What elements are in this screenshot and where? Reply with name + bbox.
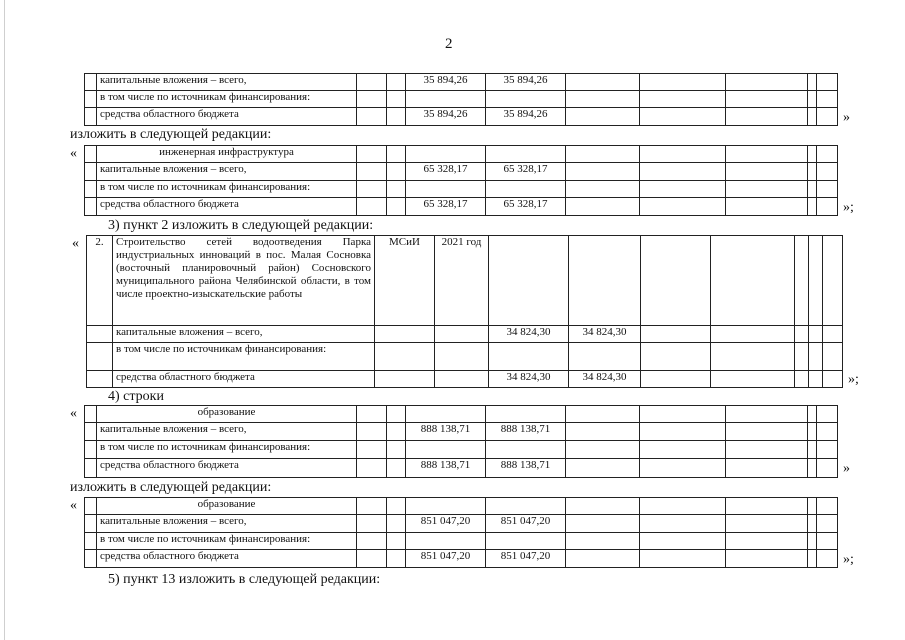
- closing-quote: »;: [843, 200, 854, 215]
- closing-quote: »: [843, 110, 850, 125]
- row-label: в том числе по источникам финансирования:: [97, 91, 357, 108]
- value-cell: 34 824,30: [569, 326, 641, 343]
- value-cell: 35 894,26: [406, 74, 486, 91]
- row-label: в том числе по источникам финансирования:: [97, 181, 357, 198]
- value-cell: 851 047,20: [406, 550, 486, 568]
- paragraph-text: изложить в следующей редакции:: [70, 480, 272, 495]
- table-row: [85, 91, 838, 108]
- table-row: [85, 198, 838, 216]
- table-row: [85, 515, 838, 533]
- value-cell: 35 894,26: [486, 74, 566, 91]
- table-sewer-construction: [86, 235, 843, 388]
- value-cell: 851 047,20: [486, 550, 566, 568]
- value-cell: 888 138,71: [406, 459, 486, 478]
- paragraph-text: 5) пункт 13 изложить в следующей редакции:: [108, 572, 381, 587]
- opening-quote: «: [70, 498, 77, 513]
- table-row: [87, 236, 843, 326]
- row-label: средства областного бюджета: [97, 108, 357, 126]
- value-cell: 888 138,71: [486, 423, 566, 441]
- table-row: [85, 498, 838, 515]
- value-cell: 35 894,26: [486, 108, 566, 126]
- value-cell: 35 894,26: [406, 108, 486, 126]
- table-education-old: [84, 405, 838, 478]
- row-label: средства областного бюджета: [97, 198, 357, 216]
- value-cell: 65 328,17: [406, 198, 486, 216]
- table-row: [85, 146, 838, 163]
- closing-quote: »;: [848, 372, 859, 387]
- table-row: [85, 108, 838, 126]
- paragraph-text: 4) строки: [108, 389, 164, 404]
- value-cell: 851 047,20: [486, 515, 566, 533]
- row-label: капитальные вложения – всего,: [97, 163, 357, 181]
- value-cell: 65 328,17: [486, 198, 566, 216]
- closing-quote: »;: [843, 552, 854, 567]
- table-row: [85, 163, 838, 181]
- row-label: капитальные вложения – всего,: [113, 326, 375, 343]
- section-header: образование: [97, 406, 357, 423]
- value-cell: 65 328,17: [486, 163, 566, 181]
- value-cell: 34 824,30: [489, 371, 569, 388]
- table-row: [85, 441, 838, 459]
- row-label: в том числе по источникам финансирования:: [113, 343, 375, 371]
- page-number: 2: [445, 36, 453, 52]
- opening-quote: «: [72, 236, 79, 251]
- value-cell: 888 138,71: [406, 423, 486, 441]
- value-cell: 888 138,71: [486, 459, 566, 478]
- table-row: [87, 326, 843, 343]
- value-cell: 34 824,30: [489, 326, 569, 343]
- row-label: в том числе по источникам финансирования:: [97, 441, 357, 459]
- year: 2021 год: [435, 236, 489, 326]
- table-education-new: [84, 497, 838, 568]
- table-row: [85, 74, 838, 91]
- row-label: в том числе по источникам финансирования:: [97, 533, 357, 550]
- row-label: капитальные вложения – всего,: [97, 74, 357, 91]
- opening-quote: «: [70, 406, 77, 421]
- table-capital-investments-1: [84, 73, 838, 126]
- row-label: средства областного бюджета: [113, 371, 375, 388]
- row-label: капитальные вложения – всего,: [97, 423, 357, 441]
- closing-quote: »: [843, 461, 850, 476]
- executor: МСиИ: [375, 236, 435, 326]
- table-engineering-infrastructure: [84, 145, 838, 216]
- paragraph-text: 3) пункт 2 изложить в следующей редакции:: [108, 218, 374, 233]
- opening-quote: «: [70, 146, 77, 161]
- value-cell: 65 328,17: [406, 163, 486, 181]
- value-cell: 34 824,30: [569, 371, 641, 388]
- row-label: капитальные вложения – всего,: [97, 515, 357, 533]
- row-label: средства областного бюджета: [97, 459, 357, 478]
- table-row: [85, 423, 838, 441]
- section-header: инженерная инфраструктура: [97, 146, 357, 163]
- paragraph-text: изложить в следующей редакции:: [70, 127, 272, 142]
- row-label: средства областного бюджета: [97, 550, 357, 568]
- table-row: [85, 550, 838, 568]
- section-header: образование: [97, 498, 357, 515]
- table-row: [85, 533, 838, 550]
- table-row: [85, 406, 838, 423]
- table-row: [85, 181, 838, 198]
- item-number: 2.: [87, 236, 113, 326]
- page-edge-line: [4, 0, 5, 640]
- table-row: [87, 371, 843, 388]
- value-cell: 851 047,20: [406, 515, 486, 533]
- item-title: Строительство сетей водоотведения Парка индустриальных инноваций в пос. Малая Сосновка (восточный планировочный район) Сосновского муниципального района Челябинской области, в том числе проектно-изыскательские работы: [113, 236, 375, 326]
- table-row: [85, 459, 838, 478]
- table-row: [87, 343, 843, 371]
